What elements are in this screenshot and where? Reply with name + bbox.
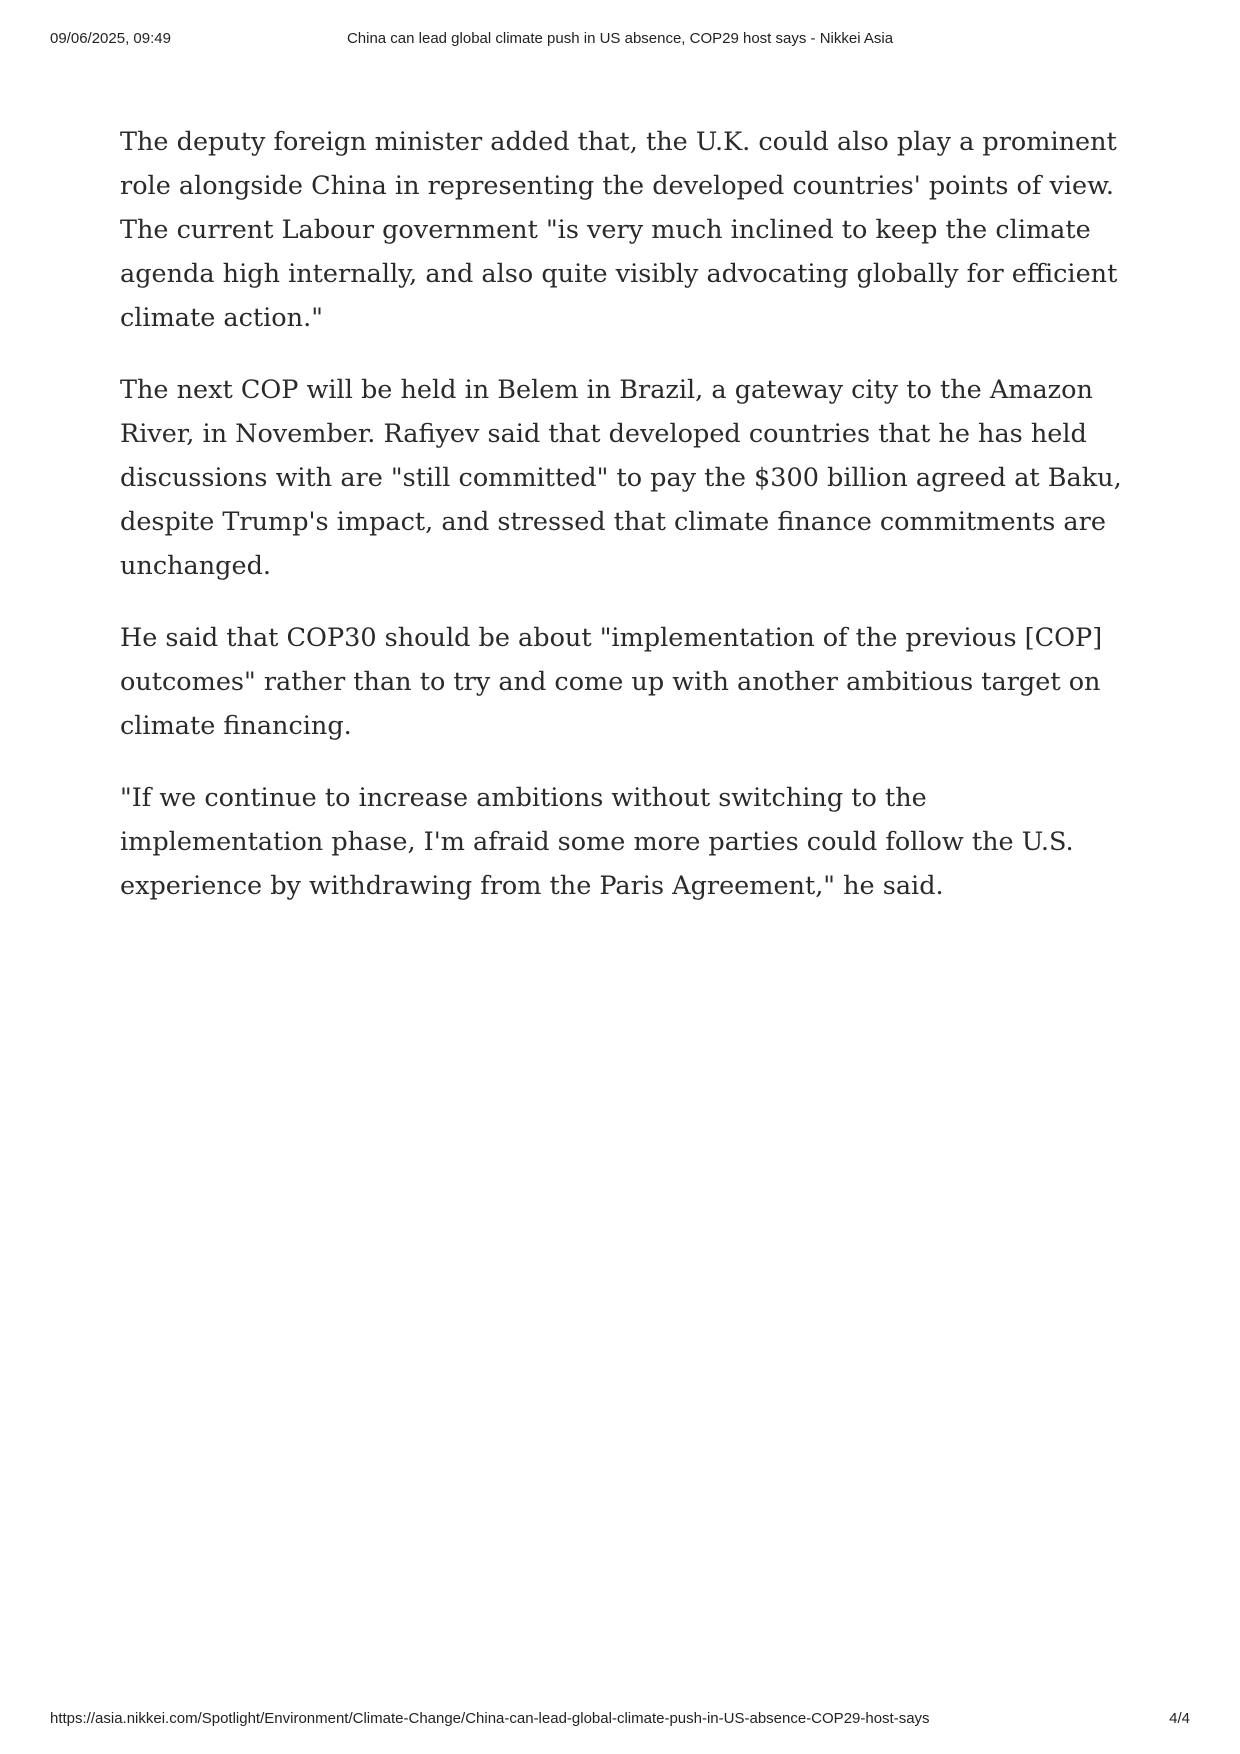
print-footer [50, 1710, 1190, 1730]
article-paragraph: He said that COP30 should be about "implementation of the previous [COP] outcomes" rather than to try and come up with another ambitious target on climate financing. [120, 623, 1103, 741]
print-header [50, 30, 1190, 50]
page-number: 4/4 [1169, 1710, 1190, 1727]
article-body [120, 120, 1130, 936]
article-paragraph: The next COP will be held in Belem in Brazil, a gateway city to the Amazon River, in November. Rafiyev said that developed countries that he has held discussions with are "still committed" to pay the $300 billion agreed at Baku, despite Trump's impact, and stressed that climate finance commitments are unchanged. [120, 375, 1122, 581]
print-url: https://asia.nikkei.com/Spotlight/Environment/Climate-Change/China-can-lead-global-climate-push-in-US-absence-COP29-host-says [50, 1710, 930, 1727]
print-page-title: China can lead global climate push in US absence, COP29 host says - Nikkei Asia [346, 30, 894, 47]
print-datetime: 09/06/2025, 09:49 [50, 30, 171, 47]
article-paragraph: "If we continue to increase ambitions without switching to the implementation phase, I'm afraid some more parties could follow the U.S. experience by withdrawing from the Paris Agreement," he said. [120, 783, 1074, 901]
article-paragraph: The deputy foreign minister added that, the U.K. could also play a prominent role alongside China in representing the developed countries' points of view. The current Labour government "is very much inclined to keep the climate agenda high internally, and also quite visibly advocating globally for efficient climate action." [120, 127, 1118, 333]
